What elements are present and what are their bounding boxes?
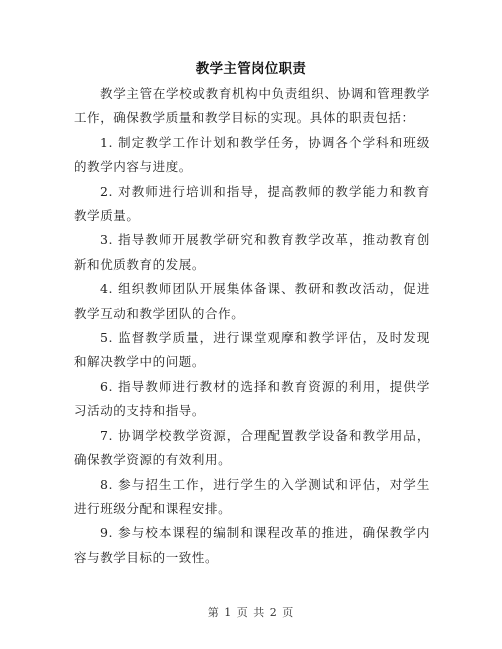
duty-item-2: 2. 对教师进行培训和指导，提高教师的教学能力和教育教学质量。 — [74, 183, 430, 224]
duty-item-7: 7. 协调学校教学资源，合理配置教学设备和教学用品，确保教学资源的有效利用。 — [74, 427, 430, 468]
intro-paragraph: 教学主管在学校或教育机构中负责组织、协调和管理教学工作，确保教学质量和教学目标的实现。具体的职责包括： — [74, 86, 430, 126]
duty-item-8: 8. 参与招生工作，进行学生的入学测试和评估，对学生进行班级分配和课程安排。 — [74, 476, 430, 516]
duty-item-9: 9. 参与校本课程的编制和课程改革的推进，确保教学内容与教学目标的一致性。 — [74, 525, 430, 565]
duty-item-5: 5. 监督教学质量，进行课堂观摩和教学评估，及时发现和解决教学中的问题。 — [74, 330, 430, 370]
document-body — [74, 82, 430, 570]
document-title: 教学主管岗位职责 — [195, 61, 307, 77]
duty-item-1: 1. 制定教学工作计划和教学任务，协调各个学科和班级的教学内容与进度。 — [74, 134, 430, 175]
duty-item-6: 6. 指导教师进行教材的选择和教育资源的利用，提供学习活动的支持和指导。 — [74, 378, 430, 419]
duty-item-3: 3. 指导教师开展教学研究和教育教学改革，推动教育创新和优质教育的发展。 — [74, 232, 430, 272]
page-footer: 第 1 页 共 2 页 — [207, 606, 295, 619]
duty-item-4: 4. 组织教师团队开展集体备课、教研和教改活动，促进教学互动和教学团队的合作。 — [74, 281, 430, 321]
